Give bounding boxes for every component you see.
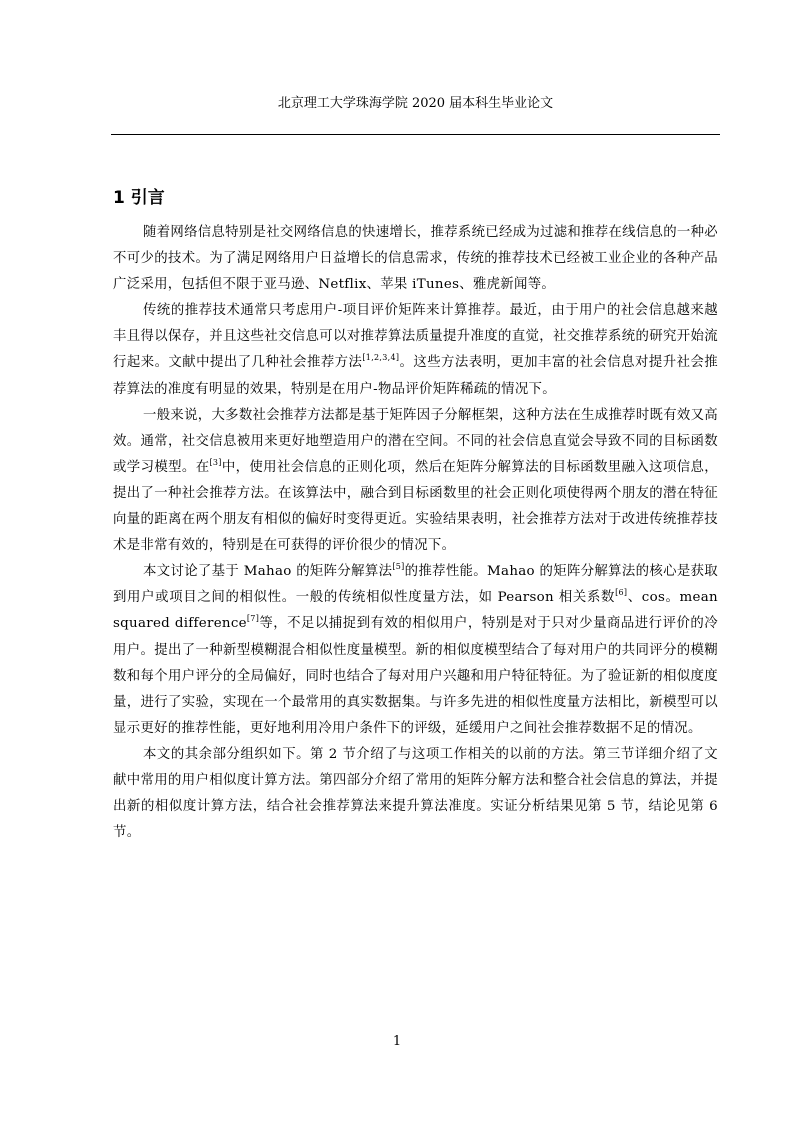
citation-ref: [1,2,3,4] [362, 353, 400, 363]
paragraph [113, 403, 718, 560]
paragraph [113, 559, 718, 742]
paragraph [113, 742, 718, 846]
section-heading: 1 引言 [113, 188, 165, 208]
citation-ref: [6] [615, 588, 628, 598]
body-text [113, 220, 718, 846]
text-segment: 。这些方法表明，更加丰富的社会信息对提升社会推荐算法的准度有明显的效果，特别是在用户-物品评价矩阵稀疏的情况下。 [113, 355, 718, 397]
citation-ref: [7] [246, 614, 260, 624]
header-rule [111, 134, 720, 135]
text-segment: 本文讨论了基于 Mahao 的矩阵分解算法 [143, 564, 393, 580]
page-number: 1 [392, 1034, 402, 1049]
text-segment: 的推荐性能。Mahao 的矩阵分解算法的核心是获取到用户或项目之间的相似性。一般的传统相似性度量方法，如 Pearson 相关系数 [113, 564, 718, 606]
text-segment: 随着网络信息特别是社交网络信息的快速增长，推荐系统已经成为过滤和推荐在线信息的一种必不可少的技术。为了满足网络用户日益增长的信息需求，传统的推荐技术已经被工业企业的各种产品广泛采用，包括但不限于亚马逊、Netflix、苹果 iTunes、雅虎新闻等。 [113, 225, 719, 293]
text-segment: 等，不足以捕捉到有效的相似用户，特别是对于只对少量商品进行评价的冷用户。提出了一种新型模糊混合相似性度量模型。新的相似度模型结合了每对用户的共同评分的模糊数和每个用户评分的全局偏好，同时也结合了每对用户兴趣和用户特征特征。为了验证新的相似度度量，进行了实验，实现在一个最常用的真实数据集。与许多先进的相似性度量方法相比，新模型可以显示更好的推荐性能，更好地利用冷用户条件下的评级，延缓用户之间社会推荐数据不足的情况。 [113, 616, 718, 736]
text-segment: 传统的推荐技术通常只考虑用户-项目评价矩阵来计算推荐。最近，由于用户的社会信息越来越丰且得以保存，并且这些社交信息可以对推荐算法质量提升准度的直觉，社交推荐系统的研究开始流行起来。文献中提出了几种社会推荐方法 [113, 303, 718, 371]
citation-ref: [3] [209, 457, 222, 467]
paragraph [113, 220, 718, 298]
text-segment: 中，使用社会信息的正则化项，然后在矩阵分解算法的目标函数里融入这项信息，提出了一种社会推荐方法。在该算法中，融合到目标函数里的社会正则化项使得两个朋友的潜在特征向量的距离在两个朋友有相似的偏好时变得更近。实验结果表明，社会推荐方法对于改进传统推荐技术是非常有效的，特别是在可获得的评价很少的情况下。 [113, 459, 718, 554]
text-segment: 本文的其余部分组织如下。第 2 节介绍了与这项工作相关的以前的方法。第三节详细介绍了文献中常用的用户相似度计算方法。第四部分介绍了常用的矩阵分解方法和整合社会信息的算法，并提出新的相似度计算方法，结合社会推荐算法来提升算法准度。实证分析结果见第 5 节，结论见第 6 节。 [113, 746, 718, 841]
text-segment: 一般来说，大多数社会推荐方法都是基于矩阵因子分解框架，这种方法在生成推荐时既有效又高效。通常，社交信息被用来更好地塑造用户的潜在空间。不同的社会信息直觉会导致不同的目标函数或学习模型。在 [113, 407, 719, 475]
citation-ref: [5] [392, 562, 405, 572]
page-header: 北京理工大学珠海学院 2020 届本科生毕业论文 [277, 96, 554, 111]
text-segment: 、cos。mean squared difference [113, 590, 718, 632]
paragraph [113, 298, 718, 402]
